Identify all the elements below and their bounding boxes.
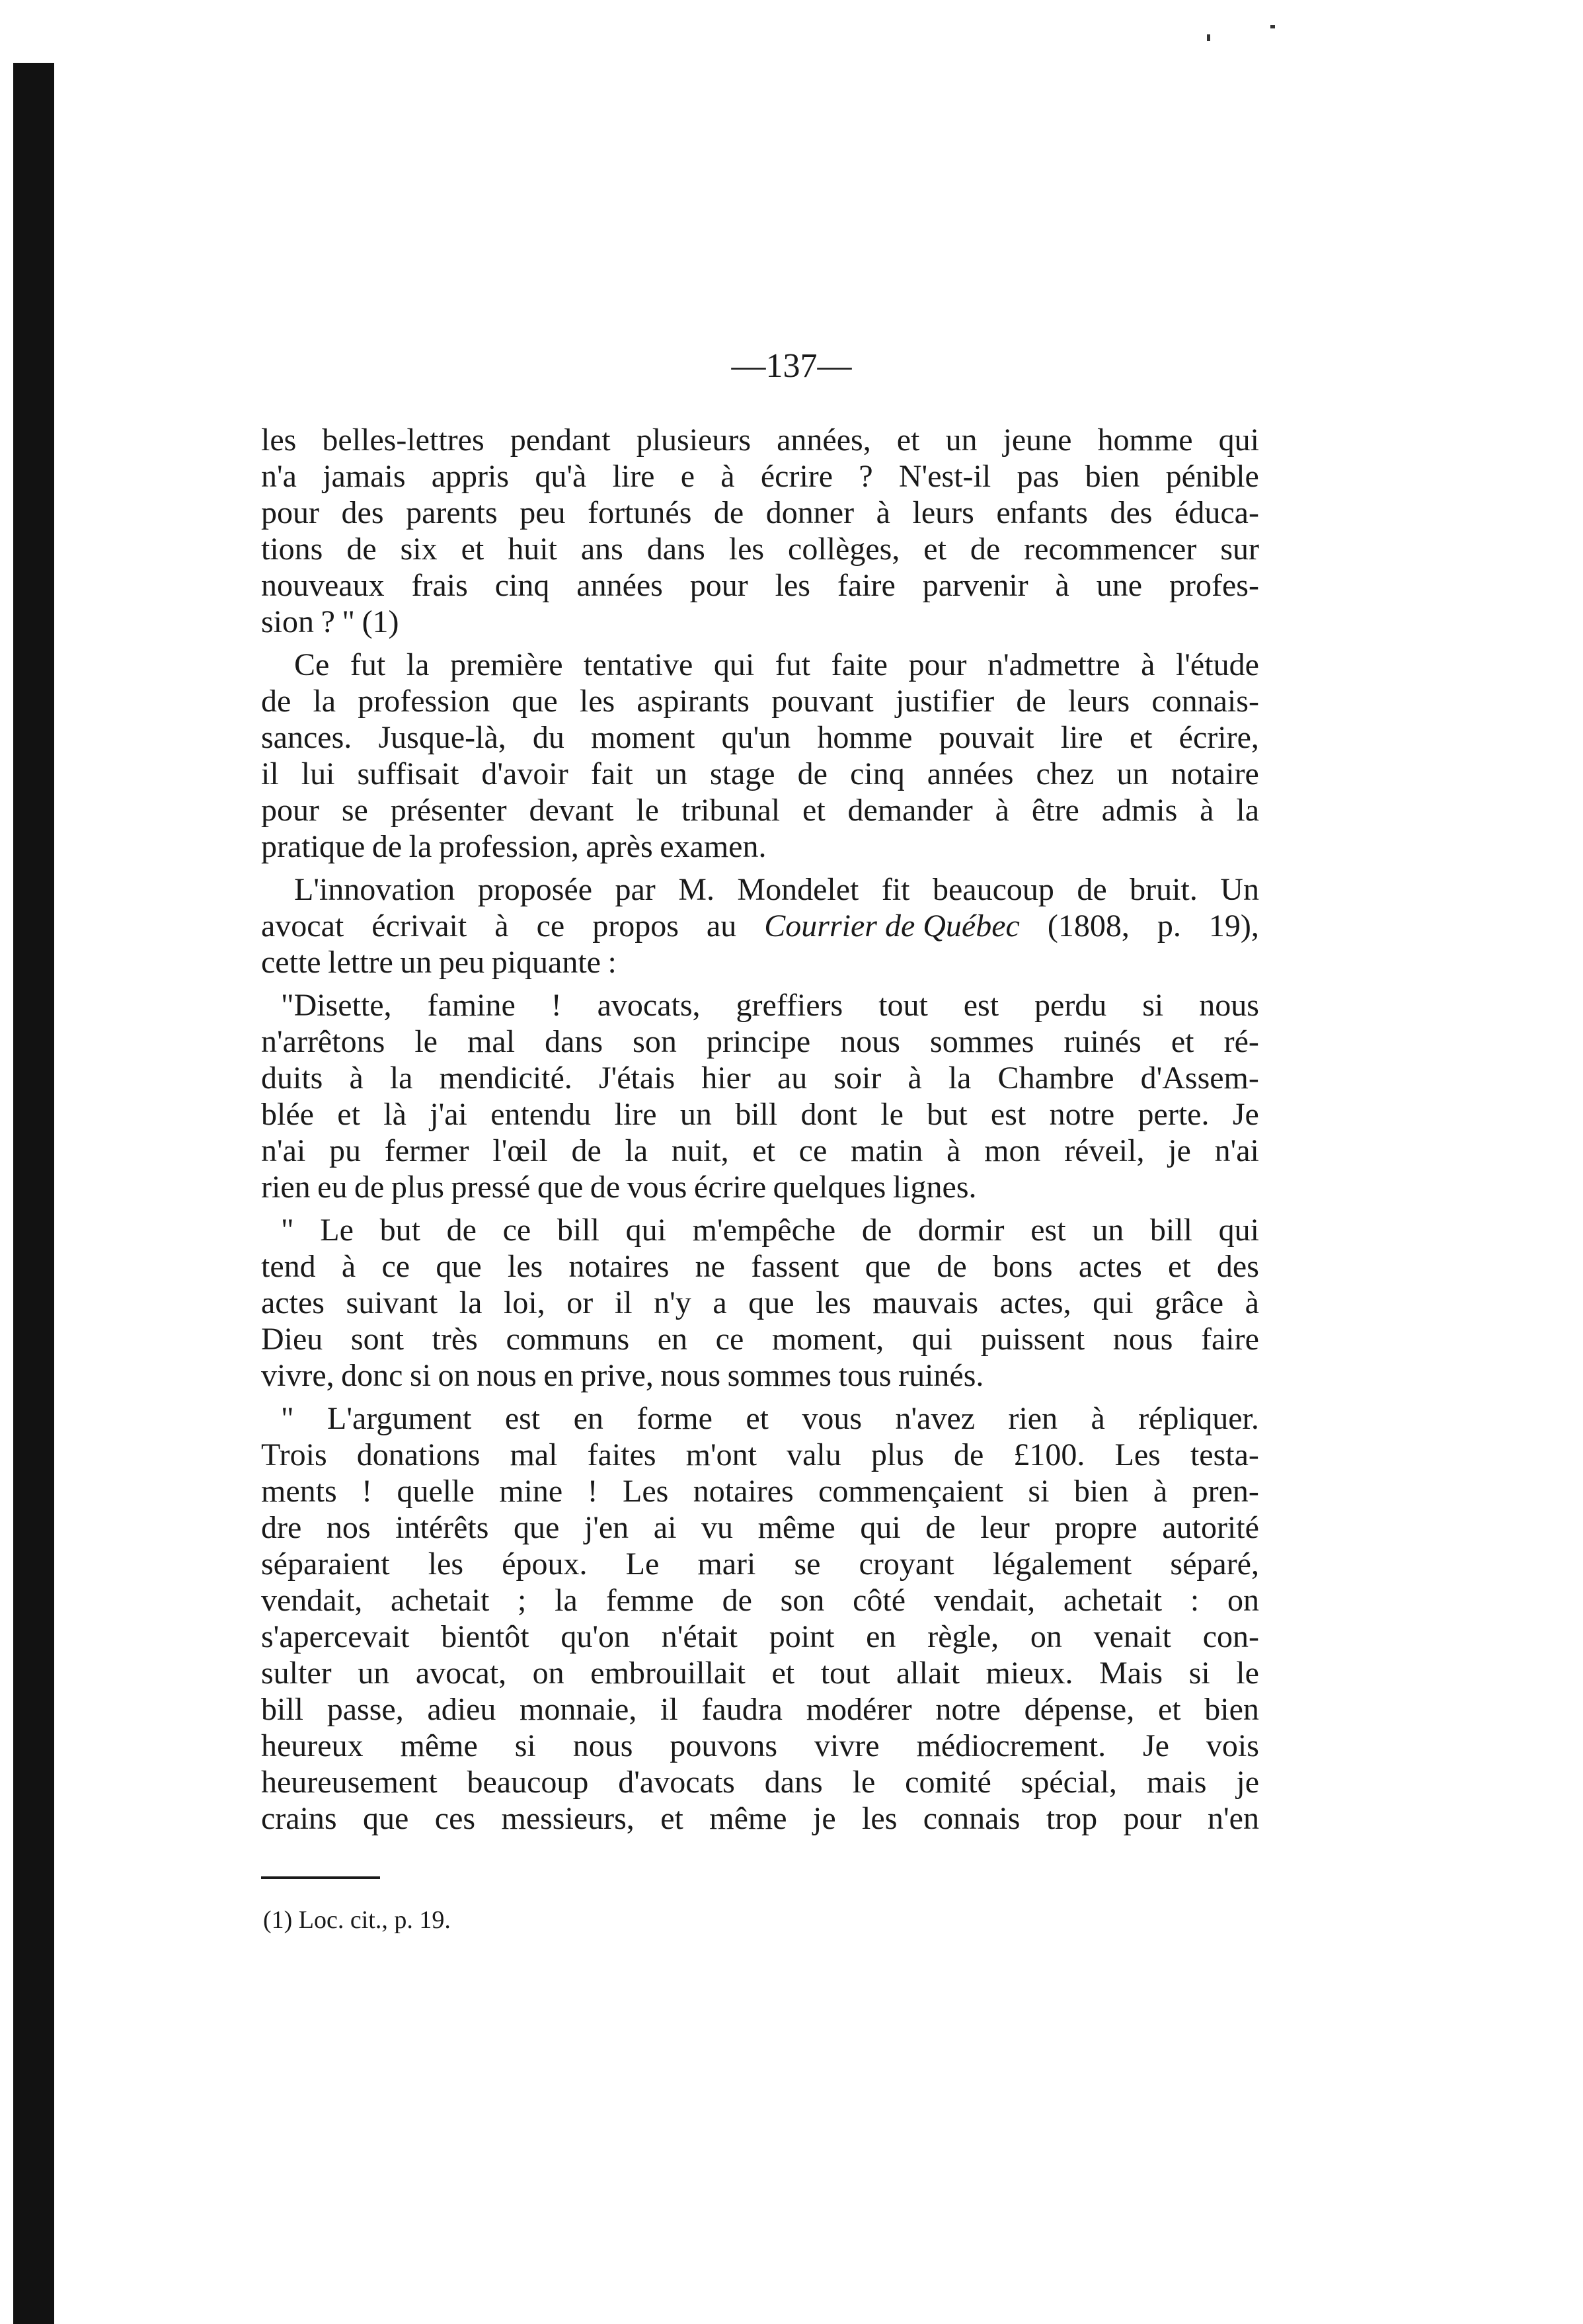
text-line: actes suivant la loi, or il n'y a que les mauvais actes, qui grâce à [261, 1285, 1259, 1320]
paragraph [261, 422, 1259, 640]
footnote: (1) Loc. cit., p. 19. [263, 1906, 451, 1934]
text-line: tend à ce que les notaires ne fassent que de bons actes et des [261, 1249, 1259, 1284]
text-line: séparaient les époux. Le mari se croyant légalement séparé, [261, 1546, 1259, 1582]
text-line: pratique de la profession, après examen. [261, 829, 767, 864]
text-line: dre nos intérêts que j'en ai vu même qui de leur propre autorité [261, 1510, 1259, 1545]
text-line: tions de six et huit ans dans les collèges, et de recommencer sur [261, 532, 1259, 567]
text-line: sion ? " (1) [261, 604, 399, 639]
paragraph [261, 987, 1259, 1205]
text-line: Dieu sont très communs en ce moment, qui puissent nous faire [261, 1322, 1259, 1357]
paragraph [261, 1400, 1259, 1837]
text-line: Trois donations mal faites m'ont valu plus de £100. Les testa- [261, 1437, 1259, 1472]
text-line: Ce fut la première tentative qui fut faite pour n'admettre à l'étude [294, 647, 1259, 682]
text-line: n'a jamais appris qu'à lire e à écrire ? N'est-il pas bien pénible [261, 459, 1259, 494]
paragraph [261, 871, 1259, 981]
text-line: sances. Jusque-là, du moment qu'un homme pouvait lire et écrire, [261, 720, 1259, 755]
text-line: cette lettre un peu piquante : [261, 945, 617, 980]
page-binding-edge [13, 63, 54, 2324]
text-line: les belles-lettres pendant plusieurs années, et un jeune homme qui [261, 422, 1259, 458]
paragraph [261, 1212, 1259, 1394]
text-line: crains que ces messieurs, et même je les connais trop pour n'en [261, 1801, 1259, 1836]
text-line: heureux même si nous pouvons vivre médiocrement. Je vois [261, 1728, 1259, 1763]
scan-speck [1207, 34, 1210, 41]
body-text [261, 422, 1259, 1837]
paragraph [261, 647, 1259, 865]
text-line: vendait, achetait ; la femme de son côté vendait, achetait : on [261, 1583, 1259, 1618]
text-line: blée et là j'ai entendu lire un bill dont le but est notre perte. Je [261, 1097, 1259, 1132]
text-line: duits à la mendicité. J'étais hier au soir à la Chambre d'Assem- [261, 1061, 1259, 1096]
text-line: " Le but de ce bill qui m'empêche de dormir est un bill qui [281, 1213, 1259, 1248]
text-line: rien eu de plus pressé que de vous écrire quelques lignes. [261, 1170, 977, 1205]
text-line: avocat écrivait à ce propos au Courrier de Québec (1808, p. 19), [261, 908, 1259, 943]
text-line: "Disette, famine ! avocats, greffiers tout est perdu si nous [281, 988, 1259, 1023]
text-line: " L'argument est en forme et vous n'avez rien à répliquer. [281, 1401, 1259, 1436]
text-line: ments ! quelle mine ! Les notaires commençaient si bien à pren- [261, 1474, 1259, 1509]
text-line: n'ai pu fermer l'œil de la nuit, et ce matin à mon réveil, je n'ai [261, 1133, 1259, 1168]
text-line: vivre, donc si on nous en prive, nous sommes tous ruinés. [261, 1358, 984, 1393]
text-line: heureusement beaucoup d'avocats dans le comité spécial, mais je [261, 1765, 1259, 1800]
text-line: pour se présenter devant le tribunal et demander à être admis à la [261, 793, 1259, 828]
scan-speck [1270, 25, 1275, 28]
text-line: sulter un avocat, on embrouillait et tout allait mieux. Mais si le [261, 1656, 1259, 1691]
text-line: bill passe, adieu monnaie, il faudra modérer notre dépense, et bien [261, 1692, 1259, 1727]
text-line: il lui suffisait d'avoir fait un stage de cinq années chez un notaire [261, 756, 1259, 791]
text-line: L'innovation proposée par M. Mondelet fit beaucoup de bruit. Un [294, 872, 1259, 907]
footnote-divider [261, 1876, 380, 1879]
text-line: de la profession que les aspirants pouvant justifier de leurs connais- [261, 684, 1259, 719]
page-number: —137— [731, 347, 852, 385]
text-line: pour des parents peu fortunés de donner à leurs enfants des éduca- [261, 495, 1259, 530]
text-line: nouveaux frais cinq années pour les faire parvenir à une profes- [261, 568, 1259, 603]
text-line: n'arrêtons le mal dans son principe nous sommes ruinés et ré- [261, 1024, 1259, 1059]
text-line: s'apercevait bientôt qu'on n'était point en règle, on venait con- [261, 1619, 1259, 1654]
